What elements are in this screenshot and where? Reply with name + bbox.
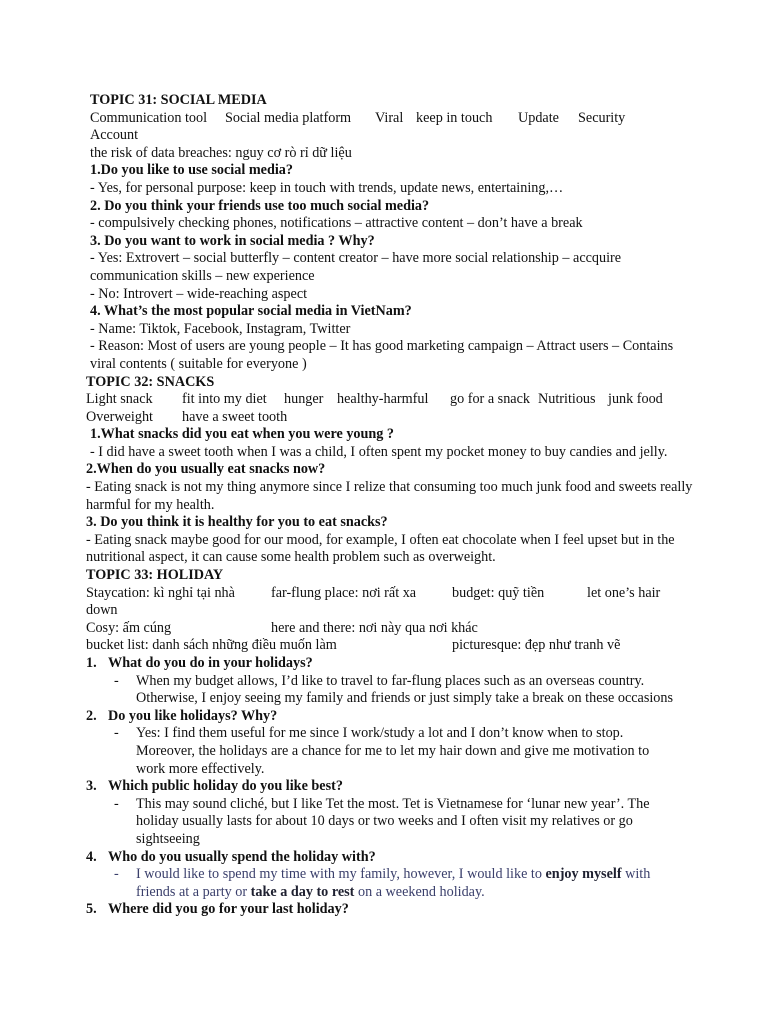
answer-text: Yes: I find them useful for me since I work/study a lot and I don’t know when to stop. Moreover, the holidays are a chance for me to let my hair down and give me motivation to work more effectively. <box>136 725 650 777</box>
answer: - Eating snack is not my thing anymore since I relize that consuming too much junk food and sweets really <box>86 479 693 496</box>
item-number: 1. <box>86 655 97 671</box>
answer <box>86 725 676 778</box>
answer: - No: Introvert – wide-reaching aspect <box>90 285 308 302</box>
topic-33-vocab-line-2 <box>86 620 686 638</box>
vocab-item: Light snack <box>86 391 153 408</box>
answer: - Name: Tiktok, Facebook, Instagram, Twitter <box>90 320 351 337</box>
topic-32-title: TOPIC 32: SNACKS <box>86 373 215 390</box>
answer-text: on a weekend holiday. <box>354 883 485 900</box>
dash-bullet: - <box>114 795 119 812</box>
vocab-item: far-flung place: nơi rất xa <box>271 584 417 601</box>
dash-bullet: - <box>114 725 119 742</box>
answer: harmful for my health. <box>86 496 215 513</box>
vocab-item: have a sweet tooth <box>182 408 288 425</box>
answer-emphasis: enjoy myself <box>545 866 622 883</box>
document-body <box>86 92 693 919</box>
topic-33-vocab-line-3 <box>86 637 686 655</box>
numbered-question <box>86 778 686 796</box>
vocab-item: hunger <box>284 391 324 408</box>
question-text: Where did you go for your last holiday? <box>108 901 349 918</box>
numbered-question <box>86 849 686 867</box>
numbered-question <box>86 655 686 673</box>
answer-emphasis: take a day to rest <box>250 883 355 900</box>
answer: - Yes: Extrovert – social butterfly – content creator – have more social relationship – accquire <box>90 250 622 267</box>
topic-33-vocab-line <box>86 585 686 603</box>
vocab-item: Overweight <box>86 408 153 425</box>
vocab-item: bucket list: danh sách những điều muốn làm <box>86 637 337 654</box>
topic-33-title: TOPIC 33: HOLIDAY <box>86 567 224 584</box>
vocab-item: down <box>86 602 118 619</box>
question: 3. Do you think it is healthy for you to eat snacks? <box>86 514 388 531</box>
topic-32-vocab-line <box>86 391 686 409</box>
topic-31-title: TOPIC 31: SOCIAL MEDIA <box>90 92 267 108</box>
vocab-item: picturesque: đẹp như tranh vẽ <box>452 637 621 654</box>
question-text: Who do you usually spend the holiday with? <box>108 848 376 865</box>
question: 3. Do you want to work in social media ? Why? <box>90 232 375 249</box>
vocab-item: Staycation: kì nghỉ tại nhà <box>86 584 235 601</box>
answer-text: This may sound cliché, but I like Tet the most. Tet is Vietnamese for ‘lunar new year’. The holiday usually lasts for about 10 days or two weeks and I often visit my relatives or go sightseeing <box>136 795 650 847</box>
question-text: Do you like holidays? Why? <box>108 707 278 724</box>
dash-bullet: - <box>114 672 119 689</box>
vocab-item: healthy-harmful <box>337 391 429 408</box>
answer-text: I would like to spend my time with my family, however, I would like to <box>136 866 546 883</box>
vocab-item: Viral <box>375 109 404 126</box>
item-number: 3. <box>86 778 97 795</box>
answer <box>86 673 676 708</box>
item-number: 5. <box>86 901 97 918</box>
vocab-item: Update <box>518 109 559 126</box>
answer: - compulsively checking phones, notifications – attractive content – don’t have a break <box>90 215 583 232</box>
vocab-item: Account <box>90 127 139 144</box>
item-number: 4. <box>86 848 97 865</box>
question: 2. Do you think your friends use too much social media? <box>90 197 430 214</box>
question: 1.What snacks did you eat when you were young ? <box>90 426 395 443</box>
answer-text: When my budget allows, I’d like to travel to far-flung places such as an overseas country. Otherwise, I enjoy seeing my family and friends or just simply take a break on these occasions <box>136 672 674 707</box>
question-text: Which public holiday do you like best? <box>108 778 343 795</box>
answer: viral contents ( suitable for everyone ) <box>90 355 307 372</box>
vocab-item: Communication tool <box>90 109 208 126</box>
answer-text: with friends at a party or <box>136 866 651 900</box>
topic-31-vocab-line <box>86 110 686 128</box>
question-text: What do you do in your holidays? <box>108 655 313 671</box>
topic-32-vocab-line-2 <box>86 409 686 427</box>
vocab-item: the risk of data breaches: nguy cơ rò rỉ dữ liệu <box>90 144 352 161</box>
answer: - I did have a sweet tooth when I was a child, I often spent my pocket money to buy candies and jelly. <box>90 443 668 460</box>
vocab-item: fit into my diet <box>182 391 267 408</box>
answer: nutritional aspect, it can cause some health problem such as overweight. <box>86 549 496 566</box>
vocab-item: Social media platform <box>225 109 352 126</box>
vocab-item: Nutritious <box>538 391 596 408</box>
numbered-question <box>86 901 686 919</box>
item-number: 2. <box>86 707 97 724</box>
vocab-item: let one’s hair <box>587 584 661 601</box>
vocab-item: junk food <box>608 391 663 408</box>
answer <box>86 796 676 849</box>
question: 1.Do you like to use social media? <box>90 162 293 179</box>
question: 4. What’s the most popular social media in VietNam? <box>90 303 412 320</box>
dash-bullet: - <box>114 866 119 883</box>
vocab-item: Cosy: ấm cúng <box>86 619 172 636</box>
answer <box>86 866 676 901</box>
vocab-item: here and there: nơi này qua nơi khác <box>271 619 478 636</box>
vocab-item: budget: quỹ tiền <box>452 584 545 601</box>
answer: communication skills – new experience <box>90 267 315 284</box>
question: 2.When do you usually eat snacks now? <box>86 461 326 478</box>
numbered-question <box>86 708 686 726</box>
answer: - Yes, for personal purpose: keep in touch with trends, update news, entertaining,… <box>90 179 564 196</box>
answer: - Eating snack maybe good for our mood, for example, I often eat chocolate when I feel upset but in the <box>86 531 675 548</box>
vocab-item: go for a snack <box>450 391 530 408</box>
answer: - Reason: Most of users are young people – It has good marketing campaign – Attract users – Contains <box>90 338 674 355</box>
vocab-item: Security <box>578 109 626 126</box>
vocab-item: keep in touch <box>416 109 493 126</box>
